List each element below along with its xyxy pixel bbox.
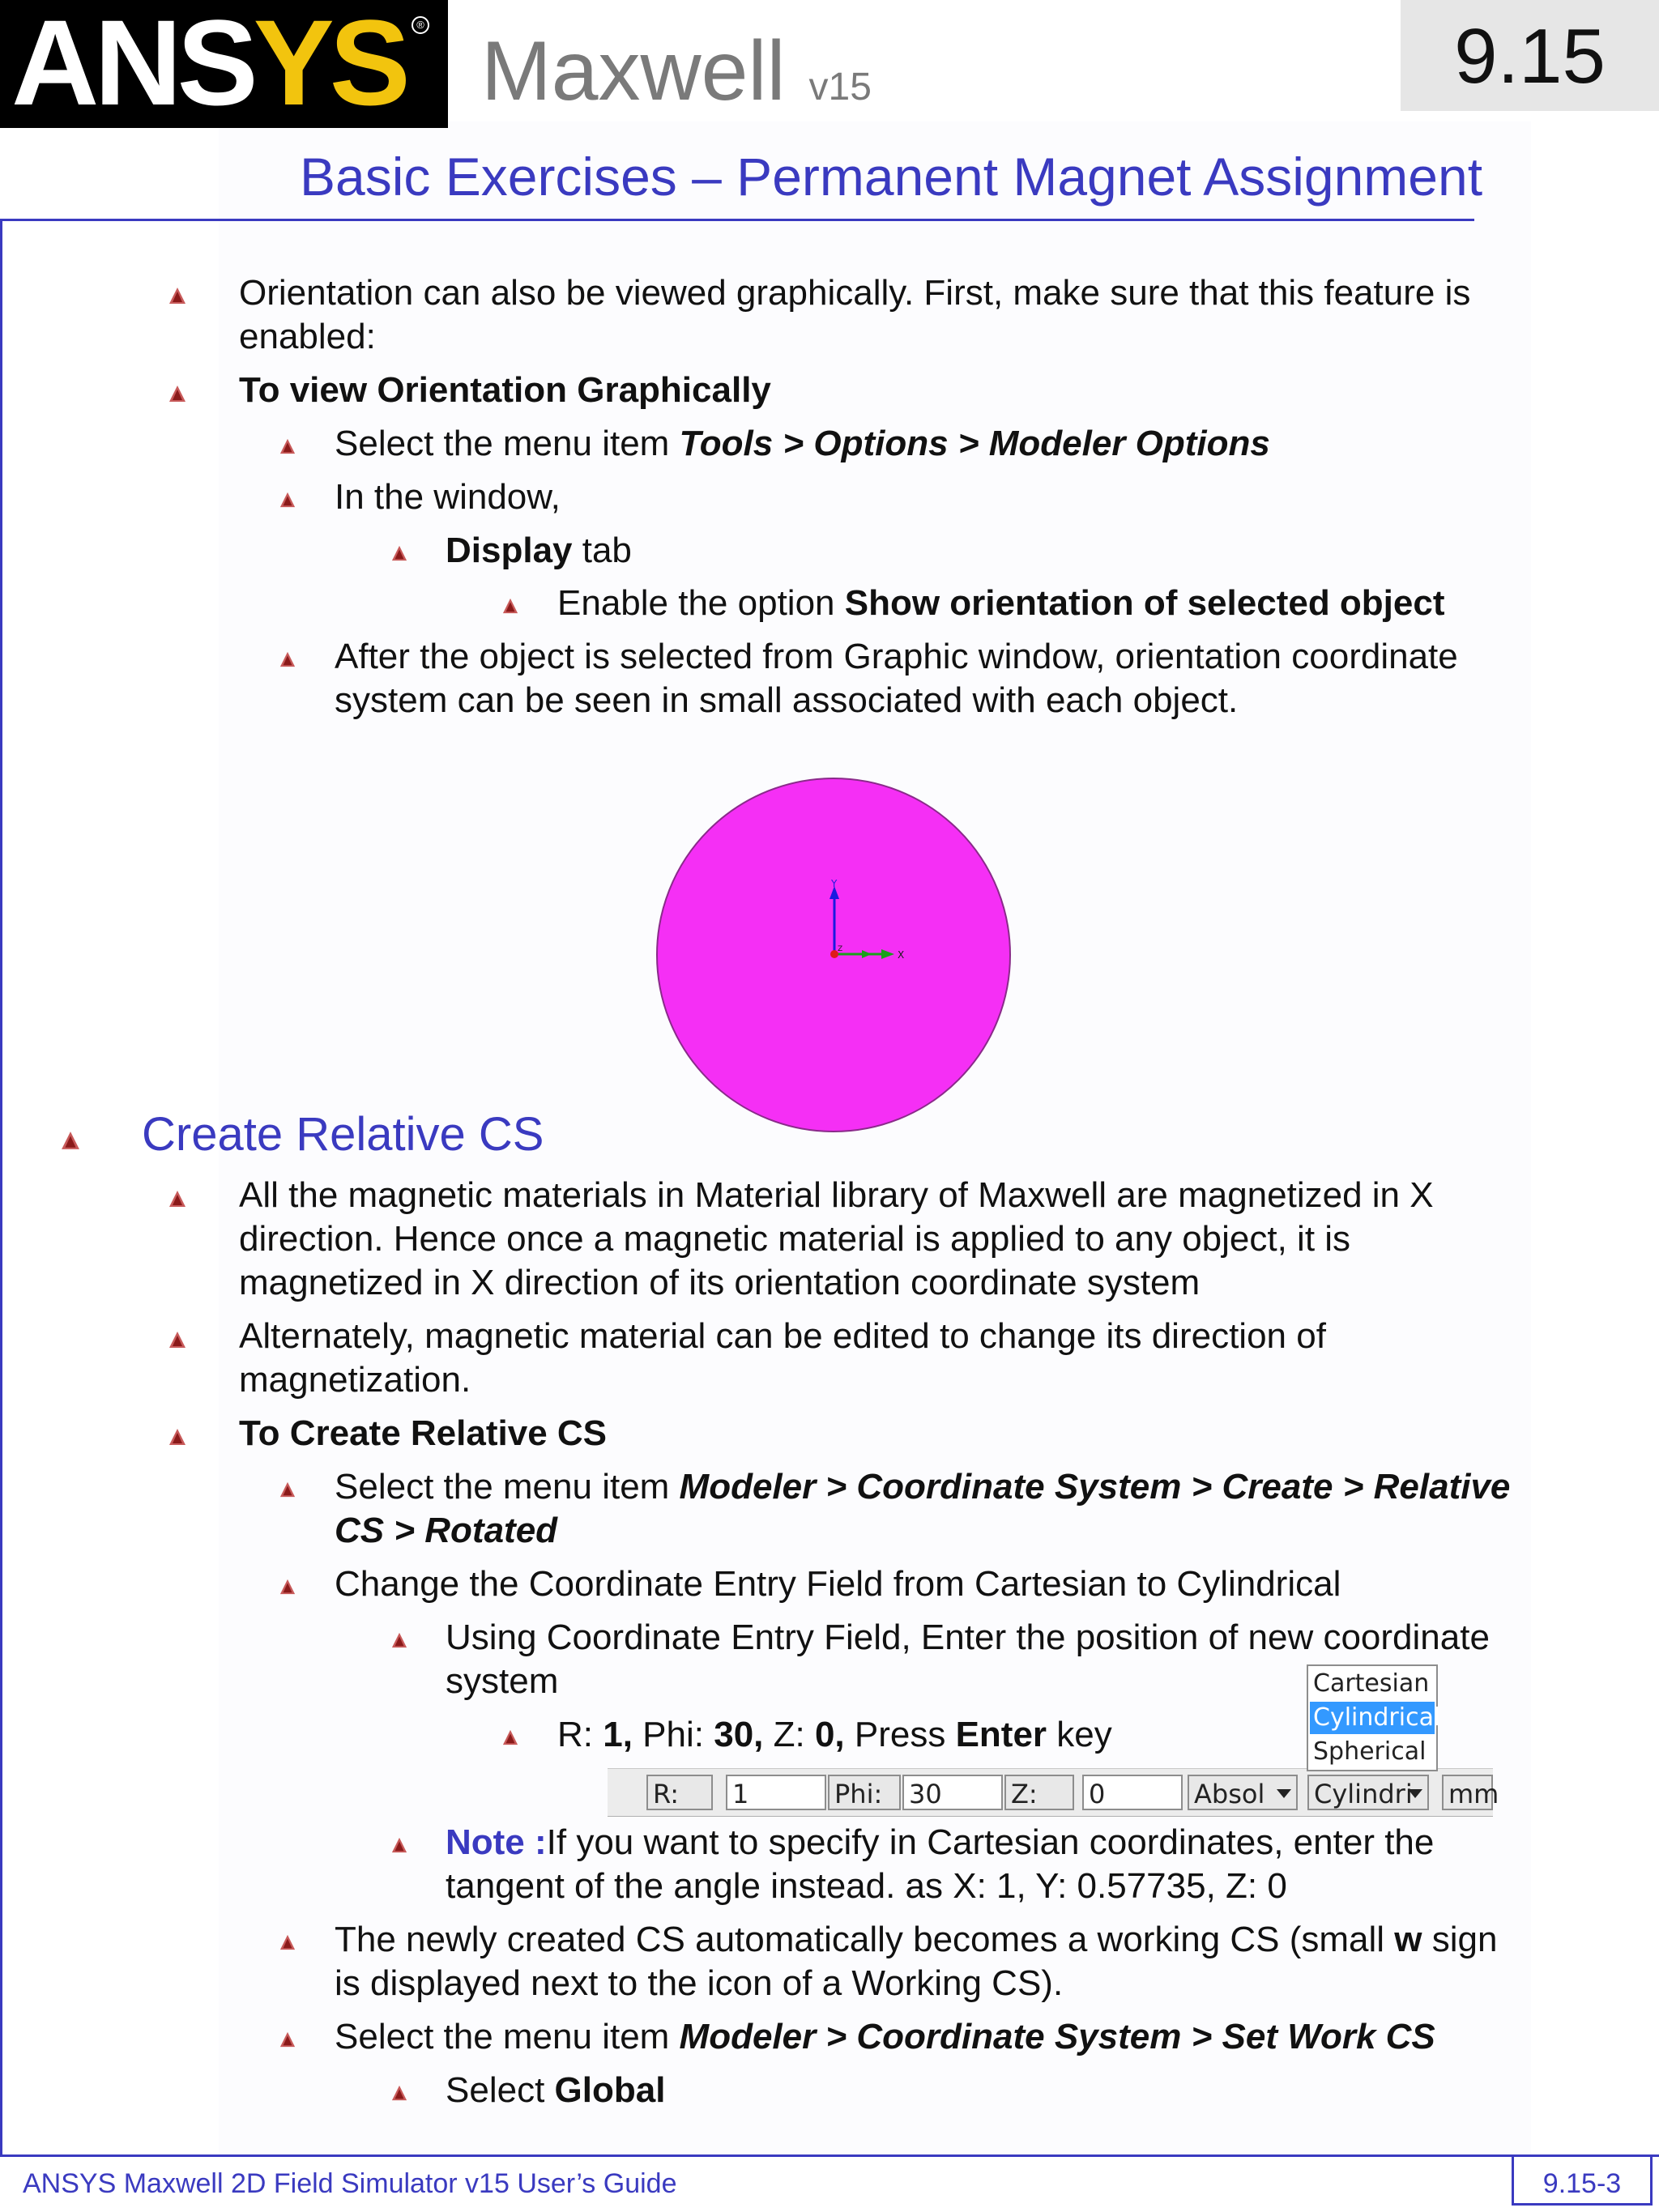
axis-x-label: X — [898, 949, 905, 961]
bullet-text-cont: tangent of the angle instead. as X: 1, Y: 0.57735, Z: 0 — [446, 1866, 1287, 1906]
bullet-text: R: 1, Phi: 30, Z: 0, Press Enter key — [557, 1715, 1112, 1754]
bullet-text: After the object is selected from Graphic window, orientation coordinate — [335, 637, 1458, 676]
z-label: Z: — [1004, 1775, 1074, 1810]
bullet-icon — [168, 1428, 186, 1446]
orientation-axes-icon — [810, 875, 923, 964]
bullet-icon — [168, 287, 186, 305]
bullet-text-cont: system can be seen in small associated with each object. — [335, 680, 1239, 720]
bullet-text: Alternately, magnetic material can be edited to change its direction of — [239, 1316, 1326, 1356]
z-input[interactable]: 0 — [1082, 1775, 1183, 1810]
bullet-text: Select the menu item Tools > Options > Modeler Options — [335, 424, 1270, 463]
bullet-text: Display tab — [446, 531, 632, 570]
phi-label: Phi: — [828, 1775, 901, 1810]
bullet-icon — [168, 385, 186, 403]
bullet-icon — [168, 1190, 186, 1208]
menu-path: CS > Rotated — [335, 1511, 558, 1550]
bullet-text-cont: enabled: — [239, 317, 376, 356]
bullet-icon — [502, 1729, 518, 1745]
bullet-text: Orientation can also be viewed graphically. First, make sure that this feature is — [239, 273, 1471, 313]
bullet-icon — [391, 1632, 407, 1648]
bullet-text: Select Global — [446, 2070, 666, 2110]
bullet-icon — [168, 1331, 186, 1349]
bullet-icon — [391, 545, 407, 561]
chevron-down-icon — [1277, 1789, 1291, 1798]
bullet-text: Change the Coordinate Entry Field from Cartesian to Cylindrical — [335, 1564, 1341, 1604]
bullet-text-cont: system — [446, 1661, 559, 1701]
bullet-text: Using Coordinate Entry Field, Enter the position of new coordinate — [446, 1617, 1490, 1657]
bullet-icon — [502, 598, 518, 614]
menu-path: Modeler > Coordinate System > Set Work CS — [679, 2017, 1435, 2056]
r-input[interactable]: 1 — [726, 1775, 826, 1810]
axis-y-label: Y — [831, 878, 838, 889]
chevron-down-icon — [1408, 1789, 1422, 1798]
footer-divider — [0, 2154, 1659, 2157]
bullet-text: Note :If you want to specify in Cartesian coordinates, enter the — [446, 1822, 1435, 1862]
menu-path: Tools > Options > Modeler Options — [679, 424, 1270, 463]
section-heading: Create Relative CS — [142, 1108, 544, 1161]
chapter-number: 9.15 — [1454, 13, 1606, 100]
bullet-icon — [279, 2031, 296, 2048]
note-label: Note : — [446, 1822, 547, 1862]
title-divider — [0, 219, 1474, 221]
bullet-text: Select the menu item Modeler > Coordinate System > Set Work CS — [335, 2017, 1435, 2056]
absolute-relative-select[interactable]: Absol — [1188, 1775, 1298, 1810]
bullet-icon — [279, 651, 296, 667]
bullet-text-cont: magnetization. — [239, 1360, 471, 1400]
footer-guide-title: ANSYS Maxwell 2D Field Simulator v15 User’s Guide — [23, 2168, 677, 2199]
bullet-text: Select the menu item Modeler > Coordinate System > Create > Relative — [335, 1467, 1511, 1507]
bullet-icon — [391, 1837, 407, 1853]
option-cartesian[interactable]: Cartesian — [1313, 1669, 1430, 1698]
bullet-text-cont: magnetized in X direction of its orientation coordinate system — [239, 1263, 1201, 1302]
bullet-text: The newly created CS automatically becomes a working CS (small w sign — [335, 1920, 1498, 1959]
coordinate-type-dropdown[interactable] — [1307, 1664, 1441, 1771]
bullet-icon — [279, 1579, 296, 1595]
unit-select[interactable]: mm — [1442, 1775, 1493, 1810]
page-number: 9.15-3 — [1542, 2168, 1622, 2199]
bullet-icon — [391, 2085, 407, 2101]
menu-path: Modeler > Coordinate System > Create > Relative — [679, 1467, 1511, 1507]
bullet-text: All the magnetic materials in Material library of Maxwell are magnetized in X — [239, 1175, 1434, 1215]
bullet-icon — [279, 1481, 296, 1498]
axis-z-label: Z — [838, 945, 843, 953]
subheading: To Create Relative CS — [239, 1413, 608, 1453]
bullet-text-cont: is displayed next to the icon of a Working CS). — [335, 1963, 1064, 2003]
registered-mark: ® — [412, 16, 429, 34]
bullet-text-cont — [335, 1509, 557, 1553]
left-border — [0, 219, 2, 2156]
bullet-icon — [279, 492, 296, 508]
bullet-text: In the window, — [335, 477, 561, 517]
ansys-logo-text: ANSYS — [11, 0, 406, 130]
page-title: Basic Exercises – Permanent Magnet Assignment — [300, 147, 1483, 207]
product-version: v15 — [808, 66, 872, 109]
option-cylindrical[interactable]: Cylindrical — [1310, 1702, 1435, 1734]
option-spherical[interactable]: Spherical — [1313, 1737, 1427, 1766]
phi-input[interactable]: 30 — [902, 1775, 1003, 1810]
bullet-icon — [279, 438, 296, 454]
bullet-text: Enable the option Show orientation of selected object — [557, 583, 1445, 623]
bullet-icon — [279, 1934, 296, 1950]
bullet-icon — [61, 1131, 80, 1150]
product-name: Maxwell v15 — [481, 24, 872, 118]
bullet-text-cont: direction. Hence once a magnetic material is applied to any object, it is — [239, 1219, 1351, 1259]
r-label: R: — [646, 1775, 713, 1810]
coordinate-entry-toolbar — [608, 1768, 1499, 1817]
coordinate-type-select[interactable]: Cylindri — [1307, 1775, 1429, 1810]
subheading: To view Orientation Graphically — [239, 370, 771, 410]
